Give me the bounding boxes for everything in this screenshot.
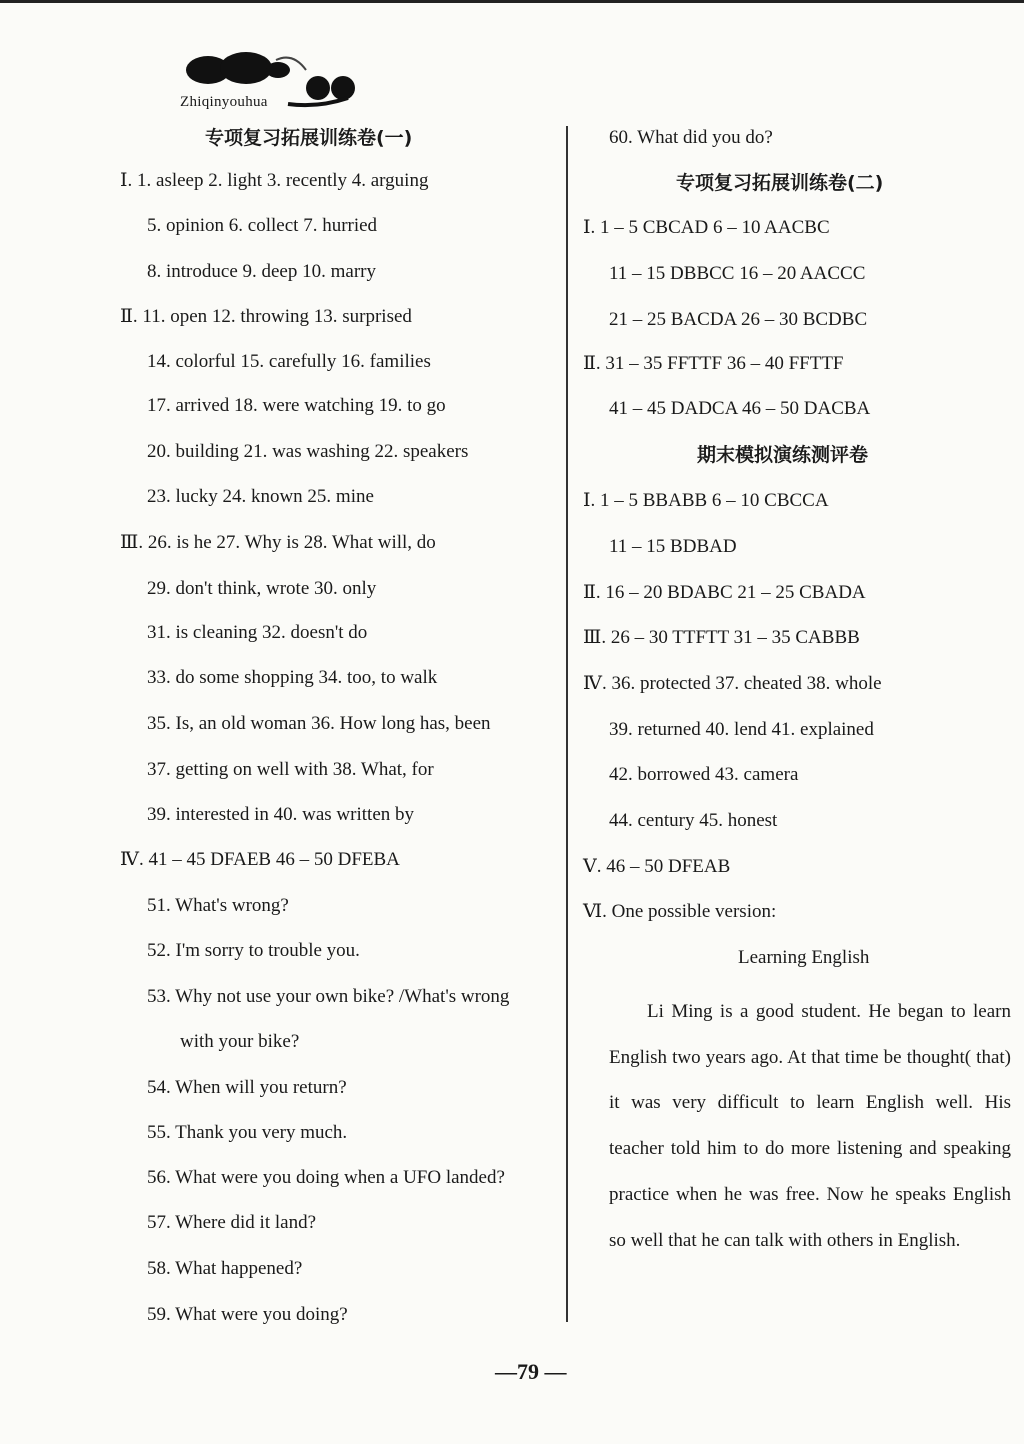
left-line: 33. do some shopping 34. too, to walk: [147, 667, 438, 688]
left-line: 51. What's wrong?: [147, 895, 289, 916]
right-line: Ⅱ. 31 – 35 FFTTF 36 – 40 FFTTF: [583, 353, 844, 374]
logo-circle-1: [306, 76, 330, 100]
left-line: 37. getting on well with 38. What, for: [147, 759, 434, 780]
logo-text: Zhiqinyouhua: [180, 94, 268, 110]
essay-paragraph: Li Ming is a good student. He began to learn English two years ago. At that time be thought( that) it was very difficult to learn English well. His teacher told him to do more listening and speaking practice when he was free. Now he speaks English so well that he can talk with others in English.: [609, 1001, 1011, 1251]
right-section-title-2: 专项复习拓展训练卷(二): [676, 172, 884, 194]
right-section-title-3: 期末模拟演练测评卷: [697, 444, 869, 466]
right-line: Ⅴ. 46 – 50 DFEAB: [583, 856, 731, 877]
left-line: 53. Why not use your own bike? /What's wrong: [147, 986, 510, 1007]
left-line: 56. What were you doing when a UFO landed?: [147, 1167, 505, 1188]
right-line: 60. What did you do?: [609, 127, 773, 148]
left-line: 35. Is, an old woman 36. How long has, been: [147, 713, 491, 734]
right-line: Ⅱ. 16 – 20 BDABC 21 – 25 CBADA: [583, 582, 866, 603]
left-line: 57. Where did it land?: [147, 1212, 317, 1233]
right-line: Ⅰ. 1 – 5 CBCAD 6 – 10 AACBC: [583, 217, 830, 238]
left-line: 14. colorful 15. carefully 16. families: [147, 351, 431, 372]
left-line: 59. What were you doing?: [147, 1304, 348, 1325]
right-line: Ⅲ. 26 – 30 TTFTT 31 – 35 CABBB: [583, 627, 860, 648]
right-line: 39. returned 40. lend 41. explained: [609, 719, 874, 740]
essay-title: Learning English: [738, 947, 870, 968]
right-line: 42. borrowed 43. camera: [609, 764, 799, 785]
left-line: 52. I'm sorry to trouble you.: [147, 940, 360, 961]
left-line: 29. don't think, wrote 30. only: [147, 578, 377, 599]
logo-blob-center: [220, 52, 272, 84]
left-line: 55. Thank you very much.: [147, 1122, 348, 1143]
top-border: [0, 0, 1024, 3]
left-line: 23. lucky 24. known 25. mine: [147, 486, 374, 507]
left-line: Ⅳ. 41 – 45 DFAEB 46 – 50 DFEBA: [120, 849, 400, 870]
right-line: 21 – 25 BACDA 26 – 30 BCDBC: [609, 309, 868, 330]
logo-blob-right: [266, 62, 290, 78]
logo-circle-2: [331, 76, 355, 100]
left-line: 54. When will you return?: [147, 1077, 347, 1098]
left-line: 39. interested in 40. was written by: [147, 804, 415, 825]
right-line: 44. century 45. honest: [609, 810, 778, 831]
left-line: 17. arrived 18. were watching 19. to go: [147, 395, 446, 416]
left-line: 58. What happened?: [147, 1258, 303, 1279]
left-line: 5. opinion 6. collect 7. hurried: [147, 215, 378, 236]
right-line: 11 – 15 DBBCC 16 – 20 AACCC: [609, 263, 866, 284]
left-line: 20. building 21. was washing 22. speakers: [147, 441, 469, 462]
right-line: Ⅳ. 36. protected 37. cheated 38. whole: [583, 673, 882, 694]
left-line: 8. introduce 9. deep 10. marry: [147, 261, 376, 282]
left-section-title: 专项复习拓展训练卷(一): [205, 127, 413, 149]
left-line: with your bike?: [180, 1031, 300, 1052]
right-line: 11 – 15 BDBAD: [609, 536, 737, 557]
left-line: Ⅲ. 26. is he 27. Why is 28. What will, do: [120, 532, 436, 553]
essay-body: [609, 989, 1011, 1263]
right-line: Ⅵ. One possible version:: [583, 901, 777, 922]
column-divider: [566, 126, 568, 1322]
left-line: Ⅱ. 11. open 12. throwing 13. surprised: [120, 306, 412, 327]
right-line: 41 – 45 DADCA 46 – 50 DACBA: [609, 398, 871, 419]
page-number: —79 —: [495, 1359, 567, 1384]
right-line: Ⅰ. 1 – 5 BBABB 6 – 10 CBCCA: [583, 490, 829, 511]
left-line: Ⅰ. 1. asleep 2. light 3. recently 4. arguing: [120, 170, 429, 191]
left-line: 31. is cleaning 32. doesn't do: [147, 622, 368, 643]
